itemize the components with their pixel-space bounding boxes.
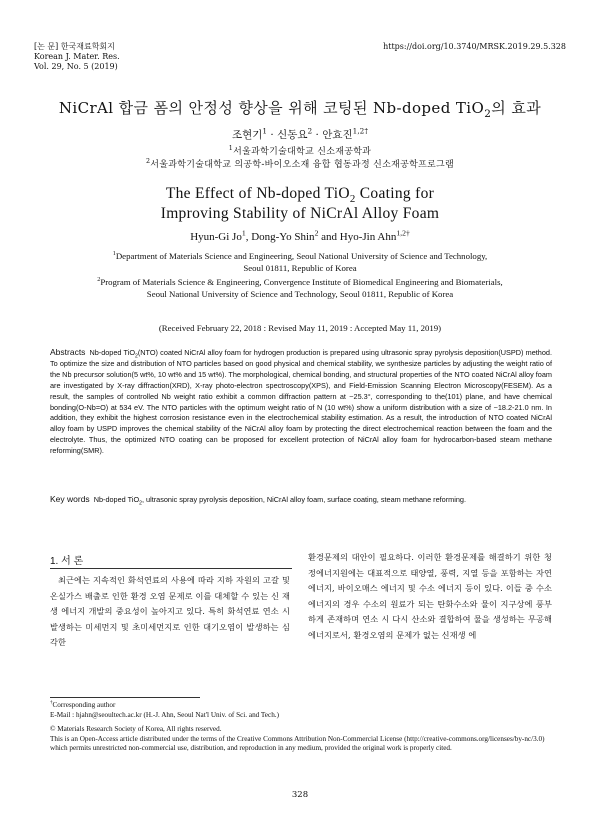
keywords-label: Key words xyxy=(50,494,90,504)
license-notice: This is an Open-Access article distributed under the terms of the Creative Commons Attribution Non-Commercial License (http://creative-commons.org/licenses/by-nc/3.0) which permits unrestricted non-commercial use, distribution, and reproduction in any medium, provided the original work is properly cited. xyxy=(50,734,545,752)
abstract-label: Abstracts xyxy=(50,347,86,357)
affiliation-en-1-city: Seoul 01811, Republic of Korea xyxy=(243,263,357,273)
affiliations-en xyxy=(20,250,580,300)
corresponding-author: †Corresponding author xyxy=(50,700,116,709)
affiliation-kr-2: $^2$서울과학기술대학교 의공학-바이오소재 융합 협동과정 신소재공학프로그램 xyxy=(145,158,455,170)
author-sep: · xyxy=(312,129,323,141)
abstract: Abstracts Nb-doped TiO$_2$(NTO) coated NiCrAl alloy foam for hydrogen production is prepared using ultrasonic spray pyrolysis deposition(USPD) method. To optimize the size and distribution of NTO particles based on good physical and chemical stability, we synthesize particles by adjusting the weight ratio of the Nb precursor solution(5 wt%, 10 wt% and 15 wt%). The morphological, chemical bonding, and structural properties of the NTO coated NiCrAl alloy foam are investigated by X-ray diffraction(XRD), X-ray photo-electron spectroscopy(XPS), and Field-Emission Scanning Electron Microscopy(FESEM). As a result, the samples of controlled Nb weight ratio exhibit a common diffraction pattern at ~25.3°, corresponding to the(101) plane, and have chemical bonding(O-Nb=O) at 534 eV. The NTO particles with the optimum weight ratio of N (10 wt%) show a uniform distribution with a size of ~18.2-21.0 nm. In addition, they exhibit the highest corrosion resistance even in the electrochemical stability estimation. As a result, the introduction of NTO coated NiCrAl alloy foam by USPD improves the chemical stability of the NiCrAl alloy foam by protecting the direct electrochemical reaction between the foam and the electrolyte. Thus, the optimized NTO coating can be proposed for excellent protection of NiCrAl alloy foam for hydrocarbon-based steam methane reforming(SMR). xyxy=(50,347,552,456)
author-kr-3: 안효진 xyxy=(322,129,353,141)
title-en-line1: The Effect of Nb-doped TiO$_2$ Coating for xyxy=(165,185,435,206)
author-en-3: Hyo-Jin Ahn xyxy=(339,231,397,243)
section-heading-introduction: 1. 서 론 xyxy=(50,556,84,567)
footnotes xyxy=(50,701,552,754)
footnote-rule xyxy=(50,697,200,698)
doi-link[interactable]: https://doi.org/10.3740/MRSK.2019.29.5.328 xyxy=(383,42,566,51)
received-dates: (Received February 22, 2018 : Revised May 11, 2019 : Accepted May 11, 2019) xyxy=(158,323,442,333)
affiliations-kr xyxy=(0,146,600,172)
body-column-left: 최근에는 지속적인 화석연료의 사용에 따라 지하 자원의 고갈 및 온실가스 배출로 인한 환경 오염 문제로 이를 대체할 수 있는 신 재생 에너지 개발의 중요성이 높아지고 있다. 특히 화석연료 연소 시 발생하는 미세먼지 및 초미세먼지로 인한 대기오염이 발생하는 심각한 xyxy=(50,575,290,648)
authors-kr xyxy=(0,127,600,142)
journal-header xyxy=(34,42,120,72)
author-kr-3-sup: 1,2† xyxy=(352,126,369,136)
title-kr-main: NiCrAl 합금 폼의 안정성 향상을 위해 코팅된 Nb-doped TiO xyxy=(58,99,485,117)
authors-en: Hyun-Gi Jo$^1$, Dong-Yo Shin$^2$ and Hyo-Jin Ahn$^{1,2\dagger}$ xyxy=(190,228,410,243)
author-kr-1: 조현기 xyxy=(231,129,263,141)
corresponding-email: E-Mail : hjahn@seoultech.ac.kr (H.-J. Ahn, Seoul Nat'l Univ. of Sci. and Tech.) xyxy=(50,710,279,719)
body-column-right: 환경문제의 대안이 필요하다. 이러한 환경문제를 해결하기 위한 청정에너지원에는 대표적으로 태양열, 풍력, 지열 등을 포함하는 자연에너지, 바이오매스 에너지 및 수소 에너지 등이 있다. 이들 중 수소 에너지의 경우 수소의 원료가 되는 탄화수소와 물이 지구상에 풍부하게 존재하며 연소 시 다시 산소와 결합하여 물을 생성하는 무공해 에너지로서, 환경오염의 문제가 없는 신재생 에 xyxy=(308,552,552,640)
title-kr-sub: 2 xyxy=(484,108,492,120)
journal-volume: Vol. 29, No. 5 (2019) xyxy=(34,62,118,71)
title-en-line2: Improving Stability of NiCrAl Alloy Foam xyxy=(160,205,440,222)
title-kr-end: 의 효과 xyxy=(491,99,542,117)
author-kr-1-sup: 1 xyxy=(262,126,268,136)
affiliation-en-1: $^1$Department of Materials Science and Engineering, Seoul National University of Science and Technology, xyxy=(112,251,488,261)
author-en-1: Hyun-Gi Jo xyxy=(190,231,242,243)
copyright-notice: © Materials Research Society of Korea, All rights reserved. xyxy=(50,725,222,733)
affiliation-en-2-city: Seoul National University of Science and Technology, Seoul 01811, Republic of Korea xyxy=(146,289,454,299)
journal-name-en: Korean J. Mater. Res. xyxy=(34,52,120,61)
paper-title-kr xyxy=(0,97,600,118)
page-number: 328 xyxy=(291,790,309,800)
affiliation-en-2: $^2$Program of Materials Science & Engineering, Convergence Institute of Biomedical Engineering and Biomaterials, xyxy=(97,277,503,287)
author-en-2: Dong-Yo Shin xyxy=(251,231,315,243)
author-kr-2: 신동요 xyxy=(277,129,308,141)
author-kr-2-sup: 2 xyxy=(307,126,313,136)
paper-title-en xyxy=(0,184,600,224)
author-sep: · xyxy=(267,129,278,141)
journal-name-kr: [논 문] 한국재료학회지 xyxy=(34,42,115,51)
keywords: Key words Nb-doped TiO$_2$, ultrasonic spray pyrolysis deposition, NiCrAl alloy foam, surface coating, steam methane reforming. xyxy=(50,494,467,507)
affiliation-kr-1: $^1$서울과학기술대학교 신소재공학과 xyxy=(228,145,372,157)
section-rule xyxy=(50,568,292,569)
